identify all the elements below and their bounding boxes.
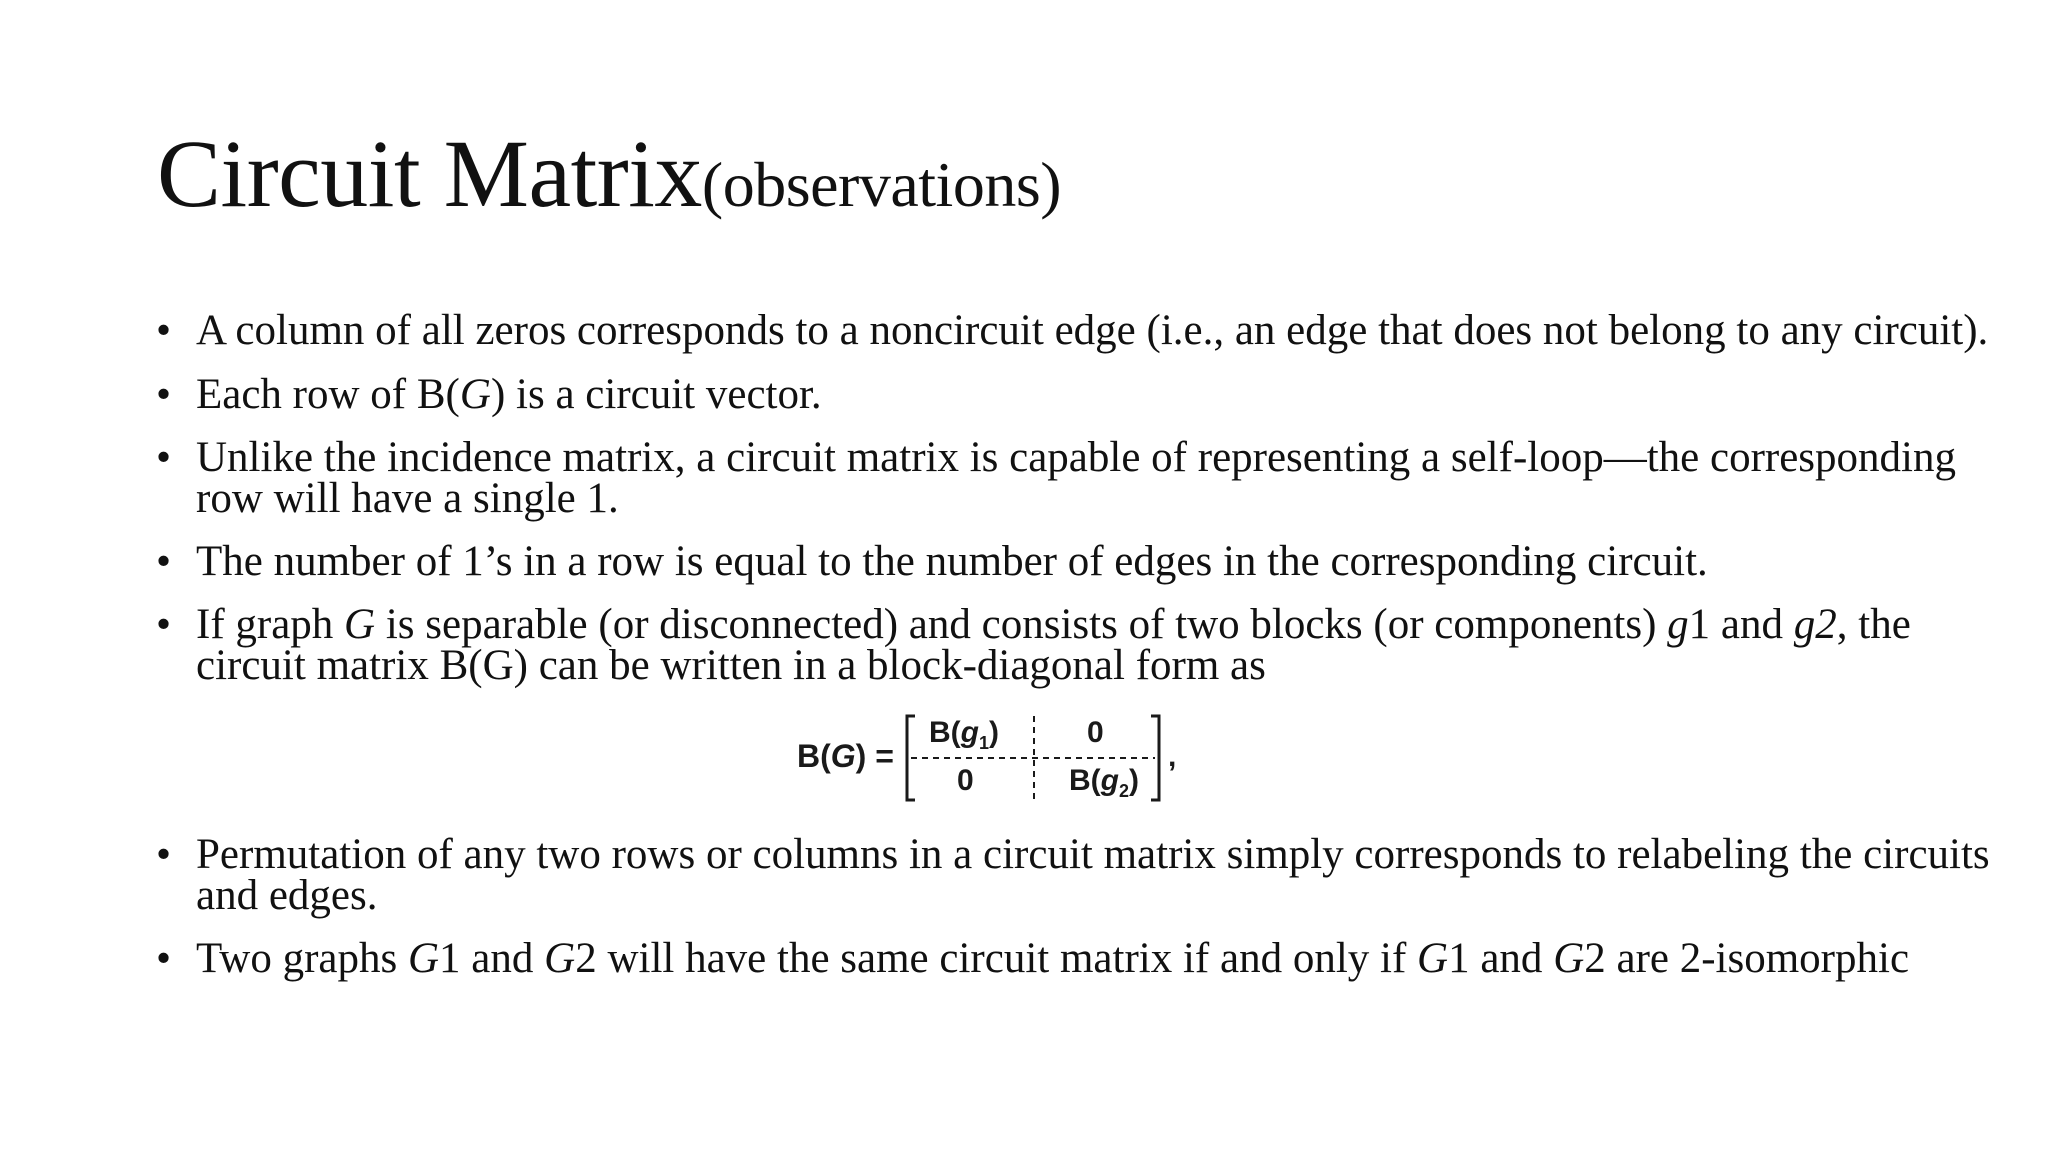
bullet-marker: •: [156, 831, 172, 878]
bullet-text: The number of 1’s in a row is equal to the number of edges in the corresponding circuit.: [196, 538, 1708, 585]
title-subtitle: (observations): [701, 149, 1062, 220]
bullet-text: A column of all zeros corresponds to a noncircuit edge (i.e., an edge that does not belong to any circuit).: [196, 307, 1989, 354]
block-diagonal-equation: [795, 712, 1185, 804]
matrix-block-b-g2: $B(g_2)$: [1069, 764, 1139, 801]
bullet-text: Permutation of any two rows or columns in a circuit matrix simply corresponds to relabeling the circuits and edges.: [196, 831, 1990, 919]
bullet-text: Unlike the incidence matrix, a circuit matrix is capable of representing a self-loop—the corresponding row will have a single 1.: [196, 434, 1956, 522]
bullet-marker: •: [156, 307, 172, 354]
bullet-marker: •: [156, 935, 172, 982]
bullet-marker: •: [156, 601, 172, 648]
bullet-text: Each row of B(G) is a circuit vector.: [196, 371, 822, 418]
bullet-text: If graph G is separable (or disconnected) and consists of two blocks (or components) g1 and g2, the circuit matrix B(G) can be written in a block-diagonal form as: [196, 601, 1911, 689]
bullet-text: Two graphs G1 and G2 will have the same circuit matrix if and only if G1 and G2 are 2-isomorphic: [196, 935, 1910, 982]
bullet-marker: •: [156, 371, 172, 418]
slide-title: [157, 118, 1061, 241]
matrix-block-zero-bottom: 0: [957, 764, 974, 797]
matrix-block-b-g1: $B(g_1)$: [929, 716, 999, 753]
matrix-block-zero-top: 0: [1087, 716, 1104, 749]
title-main: Circuit Matrix: [157, 120, 702, 227]
equation-comma: ,: [1168, 740, 1177, 773]
equation-lhs: B(G) =: [797, 738, 894, 774]
bullet-marker: •: [156, 538, 172, 585]
bullet-marker: •: [156, 434, 172, 481]
